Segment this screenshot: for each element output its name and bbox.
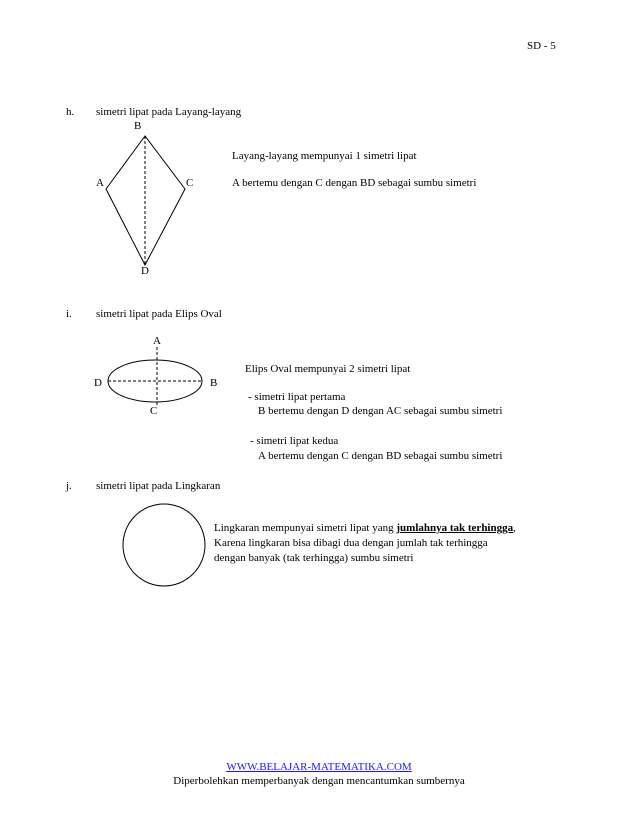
section-j-desc-line2: Karena lingkaran bisa dibagi dua dengan jumlah tak terhingga <box>214 537 488 549</box>
section-i-title: simetri lipat pada Elips Oval <box>96 308 222 320</box>
section-j-desc-line1-suffix: , <box>513 522 516 534</box>
section-j-desc-line1-bold: jumlahnya tak terhingga <box>396 522 514 534</box>
kite-label-d: D <box>141 265 149 277</box>
section-i-marker: i. <box>66 308 72 320</box>
kite-label-c: C <box>186 177 194 189</box>
ellipse-label-d: D <box>94 377 102 389</box>
page-number: SD - 5 <box>527 40 556 52</box>
kite-label-b: B <box>134 120 142 132</box>
footer-url-link[interactable]: WWW.BELAJAR-MATEMATIKA.COM <box>226 761 412 773</box>
ellipse-label-a: A <box>153 335 161 347</box>
section-h-title: simetri lipat pada Layang-layang <box>96 106 242 118</box>
section-i-desc-line2: - simetri lipat pertama <box>248 391 346 403</box>
section-j-desc-line1 <box>214 522 516 535</box>
section-h-marker: h. <box>66 106 75 118</box>
footer-note: Diperbolehkan memperbanyak dengan mencantumkan sumbernya <box>173 775 465 787</box>
kite-label-a: A <box>96 177 104 189</box>
ellipse-label-c: C <box>150 405 158 417</box>
ellipse-label-b: B <box>210 377 218 389</box>
section-j-desc-line3: dengan banyak (tak terhingga) sumbu simetri <box>214 552 414 564</box>
section-i-desc-line4: - simetri lipat kedua <box>250 435 339 447</box>
section-i-desc-line1: Elips Oval mempunyai 2 simetri lipat <box>245 363 411 375</box>
section-j-desc-line1-prefix: Lingkaran mempunyai simetri lipat yang <box>214 522 397 534</box>
section-i-desc-line3: B bertemu dengan D dengan AC sebagai sumbu simetri <box>258 405 503 417</box>
section-i-desc-line5: A bertemu dengan C dengan BD sebagai sumbu simetri <box>258 450 503 462</box>
circle-shape <box>123 504 205 586</box>
section-j-marker: j. <box>66 480 72 492</box>
section-j-title: simetri lipat pada Lingkaran <box>96 480 221 492</box>
section-h-desc-line2: A bertemu dengan C dengan BD sebagai sumbu simetri <box>232 177 477 189</box>
section-h-desc-line1: Layang-layang mempunyai 1 simetri lipat <box>232 150 417 162</box>
